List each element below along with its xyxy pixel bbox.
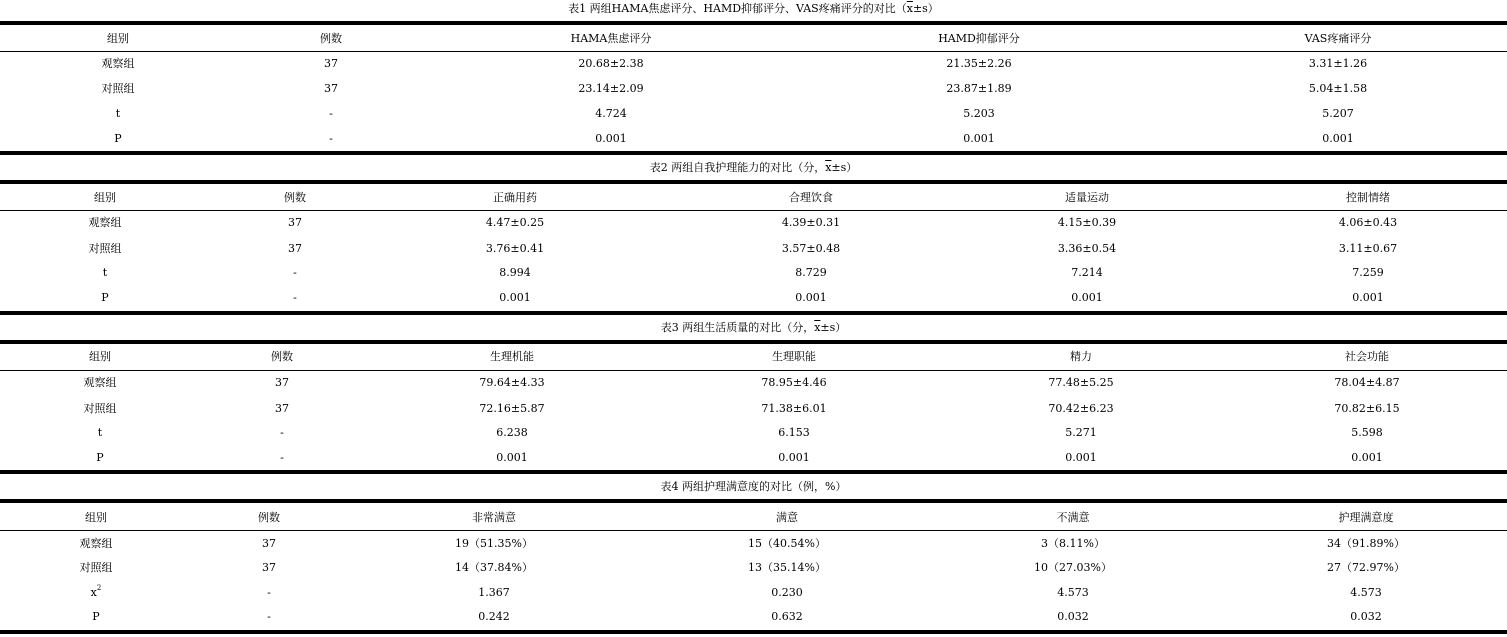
table-cell: 0.001	[1322, 132, 1354, 145]
table-row	[0, 54, 1507, 74]
table-cell: 78.95±4.46	[761, 376, 827, 389]
table-cell: 3.57±0.48	[781, 242, 841, 255]
table-cell: 对照组	[101, 82, 135, 95]
table4-caption-text: 表4 两组护理满意度的对比（例，%）	[660, 480, 847, 493]
table-row	[0, 263, 1507, 283]
table1-header-row	[0, 29, 1507, 49]
table4-top-rule	[0, 499, 1507, 503]
table-cell: 7.259	[1352, 266, 1384, 279]
table-cell: 5.203	[963, 107, 995, 120]
table-cell: 对照组	[83, 402, 117, 415]
table-row	[0, 79, 1507, 99]
table-cell: 1.367	[478, 586, 510, 599]
table-cell: -	[280, 426, 284, 439]
table-cell: 19（51.35%）	[455, 537, 533, 550]
table-cell: 70.82±6.15	[1334, 402, 1400, 415]
table-cell: 0.001	[595, 132, 627, 145]
table-cell: 0.001	[963, 132, 995, 145]
table-cell: P	[92, 610, 100, 623]
table-cell: 15（40.54%）	[748, 537, 826, 550]
table2-header-col4: 控制情绪	[1346, 191, 1390, 204]
table3-header-count: 例数	[271, 350, 293, 363]
table-row	[0, 239, 1507, 259]
table-cell: 34（91.89%）	[1327, 537, 1405, 550]
table2-header-row	[0, 188, 1507, 208]
table-cell: 20.68±2.38	[578, 57, 644, 70]
table-cell: P	[101, 291, 109, 304]
table-cell: 0.032	[1350, 610, 1382, 623]
table1-header-hama: HAMA焦虑评分	[570, 32, 652, 45]
table3-caption-suffix: ±s）	[820, 321, 847, 334]
table3-header-group: 组别	[89, 350, 111, 363]
table4-header-col1: 非常满意	[472, 511, 516, 524]
table-cell: 0.242	[478, 610, 510, 623]
table-cell: t	[115, 107, 121, 120]
table1-header-hamd: HAMD抑郁评分	[938, 32, 1020, 45]
table-cell: 3.31±1.26	[1308, 57, 1368, 70]
table-cell: 3.11±0.67	[1338, 242, 1398, 255]
table2-header-col1: 正确用药	[493, 191, 537, 204]
table-cell: -	[267, 610, 271, 623]
table2-header-col3: 适量运动	[1065, 191, 1109, 204]
table-cell: 71.38±6.01	[761, 402, 827, 415]
table-cell: 0.001	[1071, 291, 1103, 304]
table-cell: 37	[275, 402, 289, 415]
table-cell: 3（8.11%）	[1041, 537, 1105, 550]
table1-header-rule	[0, 51, 1507, 52]
table-cell: 观察组	[83, 376, 117, 389]
table-cell: 78.04±4.87	[1334, 376, 1400, 389]
table1-header-vas: VAS疼痛评分	[1304, 32, 1372, 45]
table2-bottom-rule	[0, 311, 1507, 315]
table-row	[0, 448, 1507, 468]
table-cell: 6.238	[496, 426, 528, 439]
table3-caption-text: 表3 两组生活质量的对比（分，	[660, 321, 815, 334]
chi-symbol: x	[90, 586, 97, 599]
table-cell: 4.573	[1350, 586, 1382, 599]
table-cell: 8.994	[499, 266, 531, 279]
table2-header-col2: 合理饮食	[789, 191, 833, 204]
table-cell: 0.230	[771, 586, 803, 599]
chi-superscript: 2	[96, 584, 102, 592]
table-cell: 8.729	[795, 266, 827, 279]
table-cell-chi	[91, 583, 102, 603]
table3-bottom-rule	[0, 470, 1507, 474]
table-cell: 5.04±1.58	[1308, 82, 1368, 95]
table-cell: 37	[324, 57, 338, 70]
table3-caption	[0, 320, 1507, 336]
table3-caption-xbar: $\overline{x}$	[814, 321, 821, 334]
table-row	[0, 583, 1507, 603]
table-cell: 4.06±0.43	[1338, 216, 1398, 229]
table-row	[0, 129, 1507, 149]
table-cell: P	[96, 451, 104, 464]
table-cell: 0.001	[1351, 451, 1383, 464]
table-cell: 观察组	[79, 537, 113, 550]
table-cell: P	[114, 132, 122, 145]
table-cell: -	[293, 291, 297, 304]
table-cell: 0.001	[1352, 291, 1384, 304]
table-cell: 4.724	[595, 107, 627, 120]
table-cell: 37	[288, 242, 302, 255]
table4-header-row	[0, 508, 1507, 528]
table-row	[0, 213, 1507, 233]
table4-header-count: 例数	[258, 511, 280, 524]
table-cell: 4.47±0.25	[485, 216, 545, 229]
table-row	[0, 288, 1507, 308]
table-cell: 21.35±2.26	[946, 57, 1012, 70]
table4-header-col2: 满意	[776, 511, 798, 524]
table-cell: 5.598	[1351, 426, 1383, 439]
table4-header-col3: 不满意	[1056, 511, 1090, 524]
table2-caption-text: 表2 两组自我护理能力的对比（分，	[649, 161, 826, 174]
table-row	[0, 534, 1507, 554]
table1-caption-text: 表1 两组HAMA焦虑评分、HAMD抑郁评分、VAS疼痛评分的对比（	[568, 2, 907, 15]
table-cell: -	[280, 451, 284, 464]
table2-header-count: 例数	[284, 191, 306, 204]
table-cell: 79.64±4.33	[479, 376, 545, 389]
table-cell: 7.214	[1071, 266, 1103, 279]
table-cell: 14（37.84%）	[455, 561, 533, 574]
table2-caption-suffix: ±s）	[831, 161, 858, 174]
table3-header-col3: 精力	[1070, 350, 1092, 363]
table3-header-row	[0, 347, 1507, 367]
table-row	[0, 607, 1507, 627]
table-cell: 0.032	[1057, 610, 1089, 623]
table2-header-group: 组别	[94, 191, 116, 204]
table-cell: 37	[275, 376, 289, 389]
table1-header-count: 例数	[320, 32, 342, 45]
table-cell: 0.001	[499, 291, 531, 304]
table-cell: 27（72.97%）	[1327, 561, 1405, 574]
table3-header-rule	[0, 370, 1507, 371]
table-cell: 3.76±0.41	[485, 242, 545, 255]
table1-header-group: 组别	[107, 32, 129, 45]
table-cell: 13（35.14%）	[748, 561, 826, 574]
table-cell: 0.001	[1065, 451, 1097, 464]
table4-caption	[0, 479, 1507, 495]
table-row	[0, 423, 1507, 443]
table2-header-rule	[0, 210, 1507, 211]
table-cell: 0.001	[778, 451, 810, 464]
table-cell: 5.207	[1322, 107, 1354, 120]
table-cell: -	[329, 132, 333, 145]
table-cell: 37	[262, 561, 276, 574]
table-cell: -	[293, 266, 297, 279]
table-cell: 0.001	[496, 451, 528, 464]
table-cell: 37	[262, 537, 276, 550]
table2-caption-xbar: $\overline{x}$	[825, 161, 832, 174]
table-cell: 对照组	[79, 561, 113, 574]
table-cell: 23.87±1.89	[946, 82, 1012, 95]
table-cell: 观察组	[101, 57, 135, 70]
table-row	[0, 399, 1507, 419]
table-cell: 37	[288, 216, 302, 229]
table2-caption	[0, 160, 1507, 176]
table4-header-group: 组别	[85, 511, 107, 524]
table1-bottom-rule	[0, 151, 1507, 155]
table3-header-col4: 社会功能	[1345, 350, 1389, 363]
table-cell: t	[97, 426, 103, 439]
table-row	[0, 558, 1507, 578]
table3-header-col1: 生理机能	[490, 350, 534, 363]
table-cell: 对照组	[88, 242, 122, 255]
table1-top-rule	[0, 21, 1507, 25]
table-cell: -	[329, 107, 333, 120]
table-cell: 77.48±5.25	[1048, 376, 1114, 389]
table4-header-col4: 护理满意度	[1338, 511, 1394, 524]
table-cell: 观察组	[88, 216, 122, 229]
table3-top-rule	[0, 340, 1507, 344]
table-cell: 3.36±0.54	[1057, 242, 1117, 255]
table4-bottom-rule	[0, 630, 1507, 634]
table3-header-col2: 生理职能	[772, 350, 816, 363]
table-cell: t	[102, 266, 108, 279]
table-cell: -	[267, 586, 271, 599]
table-cell: 4.573	[1057, 586, 1089, 599]
table-cell: 10（27.03%）	[1034, 561, 1112, 574]
table2-top-rule	[0, 180, 1507, 184]
table-cell: 23.14±2.09	[578, 82, 644, 95]
table-cell: 4.15±0.39	[1057, 216, 1117, 229]
table-cell: 5.271	[1065, 426, 1097, 439]
table-row	[0, 104, 1507, 124]
table4-header-rule	[0, 530, 1507, 531]
table-cell: 72.16±5.87	[479, 402, 545, 415]
table-cell: 0.632	[771, 610, 803, 623]
table-cell: 0.001	[795, 291, 827, 304]
table1-caption-xbar: $\overline{x}$	[906, 2, 913, 15]
table-cell: 6.153	[778, 426, 810, 439]
table-cell: 37	[324, 82, 338, 95]
table1-caption	[0, 1, 1507, 17]
table-row	[0, 373, 1507, 393]
table1-caption-suffix: ±s）	[912, 2, 939, 15]
table-cell: 4.39±0.31	[781, 216, 841, 229]
table-cell: 70.42±6.23	[1048, 402, 1114, 415]
